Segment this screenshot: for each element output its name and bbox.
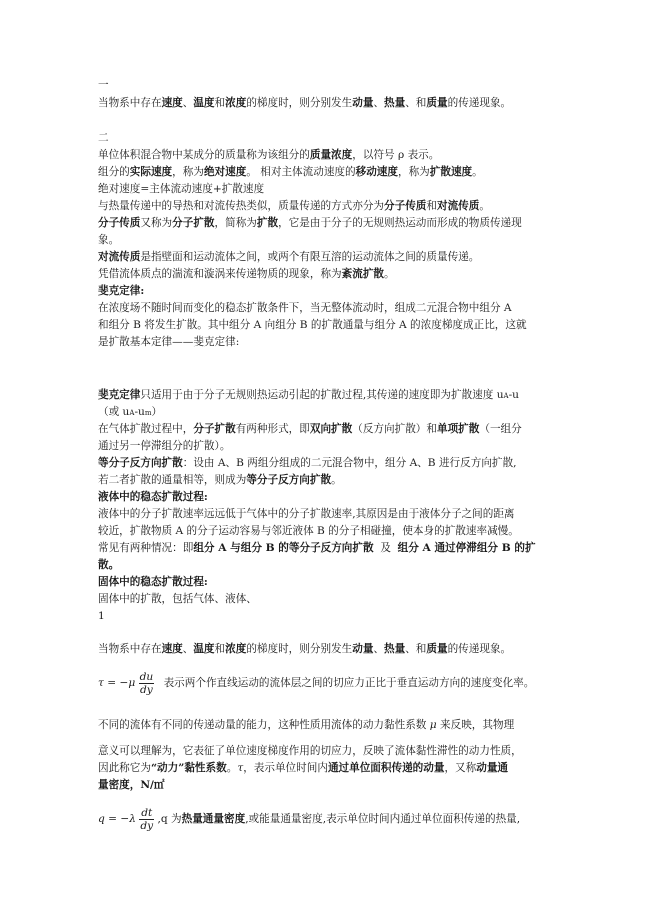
- text-line: 象。: [98, 234, 120, 246]
- equation-shear-stress: τ = −μ $\frac{du}{dy}$ 表示两个作直线运动的流体层之间的切应力正比于垂直运动方向的速度变化率。: [98, 670, 535, 696]
- equation-lhs: q = −λ: [98, 813, 136, 825]
- text-line: 液体中的分子扩散速率远远低于气体中的分子扩散速率,其原因是由于液体分子之间的距离: [98, 508, 515, 520]
- text-line: 对流传质是指壁面和运动流体之间，或两个有限互溶的运动流体之间的质量传递。: [98, 251, 480, 263]
- heading-solid-diffusion: 固体中的稳态扩散过程:: [98, 576, 208, 588]
- text-line: 单位体积混合物中某成分的质量称为该组分的质量浓度，以符号 ρ 表示。: [98, 149, 440, 161]
- text-line: 是扩散基本定律——斐克定律:: [98, 336, 240, 348]
- text-line: 和组分 B 将发生扩散。其中组分 A 向组分 B 的扩散通量与组分 A 的浓度梯度成正比，这就: [98, 319, 527, 331]
- equation-fraction: $\frac{du}{dy}$: [139, 670, 154, 696]
- equation-lhs: τ = −μ: [98, 677, 136, 689]
- text-line: （或 uA-um）: [98, 406, 163, 418]
- text-line: 绝对速度=主体流动速度+扩散速度: [98, 183, 265, 195]
- section-marker-2: 二: [98, 132, 109, 144]
- text-line: 分子传质又称为分子扩散，简称为扩散，它是由于分子的无规则热运动而形成的物质传递现: [98, 217, 522, 229]
- text-line: 若二者扩散的通量相等，则成为等分子反方向扩散。: [98, 474, 342, 486]
- heading-fick-law: 斐克定律:: [98, 285, 145, 297]
- text-line: 散。: [98, 559, 120, 571]
- text-line: 不同的流体有不同的传递动量的能力，这种性质用流体的动力黏性系数 μ 来反映，其物理: [98, 719, 515, 731]
- text-line: 量密度，N/㎡: [98, 779, 165, 791]
- text-line: 意义可以理解为，它表征了单位速度梯度作用的切应力，反映了流体黏性滞性的动力性质，: [98, 745, 522, 757]
- text-line: 与热量传递中的导热和对流传热类似，质量传递的方式亦分为分子传质和对流传质。: [98, 200, 490, 212]
- text-line: 因此称它为“动力”黏性系数。τ，表示单位时间内通过单位面积传递的动量，又称动量通: [98, 762, 509, 774]
- text-line: 在气体扩散过程中，分子扩散有两种形式，即双向扩散（反方向扩散）和单项扩散（一组分: [98, 423, 522, 435]
- paragraph-transfer-intro-repeat: 当物系中存在速度、温度和浓度的梯度时，则分别发生动量、热量、和质量的传递现象。: [98, 643, 512, 655]
- section-marker-1: 一: [98, 79, 109, 91]
- text-line: 较近，扩散物质 A 的分子运动容易与邻近液体 B 的分子相碰撞，使本身的扩散速率减慢。: [98, 525, 519, 537]
- text-line: 通过另一停滞组分的扩散）。: [98, 440, 231, 452]
- heading-liquid-diffusion: 液体中的稳态扩散过程:: [98, 491, 208, 503]
- equation-fraction: $\frac{dt}{dy}$: [140, 806, 154, 832]
- text-line: 常见有两种情况：即组分 A 与组分 B 的等分子反方向扩散 及 组分 A 通过停滞组分 B 的扩: [98, 542, 536, 554]
- text-line: 等分子反方向扩散：设由 A、B 两组分组成的二元混合物中，组分 A、B 进行反方向扩散,: [98, 457, 517, 469]
- text-line: 固体中的扩散，包括气体、液体、: [98, 593, 257, 605]
- text-line: 1: [98, 610, 105, 622]
- text-line: 组分的实际速度，称为绝对速度。 相对主体流动速度的移动速度，称为扩散速度。: [98, 166, 483, 178]
- text-line: 凭借流体质点的湍流和漩涡来传递物质的现象，称为紊流扩散。: [98, 268, 395, 280]
- paragraph-transfer-intro: 当物系中存在速度、温度和浓度的梯度时，则分别发生动量、热量、和质量的传递现象。: [98, 97, 512, 109]
- text-line: 在浓度场不随时间而变化的稳态扩散条件下，当无整体流动时，组成二元混合物中组分 A: [98, 302, 512, 314]
- equation-heat-flux: q = −λ $\frac{dt}{dy}$ ,q 为热量通量密度,或能量通量密度,表示单位时间内通过单位面积传递的热量,: [98, 806, 521, 832]
- text-line: 斐克定律只适用于由于分子无规则热运动引起的扩散过程,其传递的速度即为扩散速度 uA-u: [98, 389, 519, 401]
